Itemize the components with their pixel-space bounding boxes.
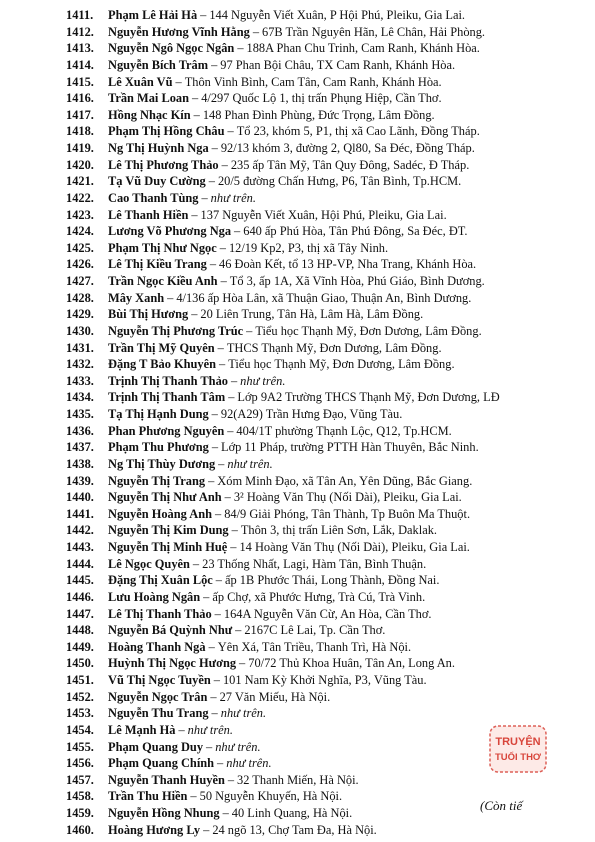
entry-address: Xóm Minh Đạo, xã Tân An, Yên Dũng, Bắc Giang. <box>217 473 473 488</box>
entry-address: ấp Chợ, xã Phước Hưng, Trà Cú, Trà Vinh. <box>212 589 426 604</box>
entry-address: 50 Nguyễn Khuyến, Hà Nội. <box>199 789 343 804</box>
entry-separator: – <box>201 190 208 205</box>
entry-number: 1450. <box>66 656 94 671</box>
entry-separator: – <box>231 523 238 538</box>
logo-text-line1: TRUYỆN <box>495 736 541 748</box>
list-item <box>66 622 566 639</box>
entry-address: 164A Nguyễn Văn Cừ, An Hòa, Cần Thơ. <box>223 606 432 621</box>
entry-separator: – <box>193 107 200 122</box>
entry-name: Lê Thị Thanh Thảo <box>108 606 212 621</box>
entry-address: 2167C Lê Lai, Tp. Cần Thơ. <box>244 623 386 638</box>
entry-name: Lê Thanh Hiền <box>108 207 189 222</box>
entry-name: Lê Mạnh Hà <box>108 722 176 737</box>
entry-separator: – <box>211 706 218 721</box>
list-item <box>66 90 566 107</box>
entry-number: 1446. <box>66 589 94 604</box>
entry-number: 1459. <box>66 806 94 820</box>
list-item <box>66 40 566 57</box>
entry-number: 1442. <box>66 523 94 538</box>
entry-address: 3² Hoàng Văn Thụ (Nối Dài), Pleiku, Gia Lai. <box>233 490 462 505</box>
entry-address: Tổ 23, khóm 5, P1, thị xã Cao Lãnh, Đồng Tháp. <box>236 124 480 139</box>
entry-address: như trên. <box>227 456 273 471</box>
entry-separator: – <box>206 739 213 754</box>
list-item <box>66 356 566 373</box>
entry-address: như trên. <box>240 373 286 388</box>
entry-name: Lê Ngọc Quyên <box>108 556 190 571</box>
entry-address: Thôn Vinh Bình, Cam Tân, Cam Ranh, Khánh Hòa. <box>184 74 442 89</box>
entry-separator: – <box>214 506 222 521</box>
entry-name: Đặng T Bảo Khuyên <box>108 357 217 372</box>
entry-number: 1421. <box>66 174 94 189</box>
entry-separator: – <box>227 772 235 787</box>
entry-name: Đặng Thị Xuân Lộc <box>108 573 213 588</box>
list-item <box>66 323 566 340</box>
list-item <box>66 57 566 74</box>
entry-separator: – <box>192 556 200 571</box>
entry-number: 1426. <box>66 257 94 272</box>
entry-number: 1434. <box>66 390 94 405</box>
entry-separator: – <box>213 673 220 687</box>
entry-number: 1419. <box>66 141 94 155</box>
entry-address: 404/1T phường Thạnh Lộc, Q12, Tp.HCM. <box>236 423 452 438</box>
entry-address: 137 Nguyễn Viết Xuân, Hội Phú, Pleiku, Gia Lai. <box>200 207 447 222</box>
entry-address: 27 Văn Miếu, Hà Nội. <box>219 689 331 704</box>
list-item <box>66 306 566 323</box>
list-item <box>66 7 566 24</box>
logo-text-line2: TUỔI THƠ <box>494 752 542 763</box>
list-item <box>66 439 566 456</box>
entry-separator: – <box>209 257 217 272</box>
list-item <box>66 456 566 473</box>
entry-name: Trịnh Thị Thanh Tâm <box>108 390 226 405</box>
entry-name: Nguyễn Hương Vĩnh Hằng <box>108 24 250 39</box>
entry-name: Trần Mai Loan <box>108 91 190 106</box>
list-item <box>66 473 566 490</box>
list-item <box>66 572 566 589</box>
entry-separator: – <box>214 606 221 621</box>
entry-number: 1429. <box>66 307 94 322</box>
entry-address: Thôn 3, thị trấn Liên Sơn, Lắk, Daklak. <box>240 523 437 538</box>
list-item <box>66 140 566 157</box>
entry-name: Nguyễn Bá Quỳnh Như <box>108 623 233 638</box>
entry-separator: – <box>200 8 207 22</box>
entry-name: Nguyễn Ngô Ngọc Ngân <box>108 41 235 56</box>
entry-separator: – <box>227 124 234 139</box>
entry-name: Phạm Thu Phương <box>108 440 209 455</box>
entry-number: 1447. <box>66 606 94 621</box>
list-item <box>66 373 566 390</box>
entry-address: 14 Hoàng Văn Thụ (Nối Dài), Pleiku, Gia Lai. <box>239 540 470 554</box>
entry-number: 1457. <box>66 772 94 787</box>
reader-address-list <box>66 7 566 838</box>
entry-name: Nguyễn Thị Trang <box>108 473 206 488</box>
list-item <box>66 522 566 539</box>
entry-address: 67B Trần Nguyên Hãn, Lê Chân, Hải Phòng. <box>262 24 486 39</box>
entry-name: Lương Võ Phương Nga <box>108 224 232 239</box>
entry-number: 1420. <box>66 157 94 172</box>
entry-separator: – <box>239 656 246 671</box>
list-item <box>66 107 566 124</box>
entry-name: Bùi Thị Hương <box>108 307 189 322</box>
entry-number: 1418. <box>66 124 94 139</box>
entry-name: Nguyễn Hồng Nhung <box>108 806 220 820</box>
entry-address: 148 Phan Đình Phùng, Đức Trọng, Lâm Đồng. <box>202 107 435 122</box>
entry-separator: – <box>217 756 224 771</box>
entry-number: 1411. <box>66 8 94 22</box>
entry-number: 1428. <box>66 290 94 305</box>
entry-name: Trần Thị Mỹ Quyên <box>108 340 215 355</box>
entry-separator: – <box>211 141 218 155</box>
entry-number: 1449. <box>66 639 94 654</box>
entry-address: như trên. <box>226 756 272 771</box>
entry-address: THCS Thạnh Mỹ, Đơn Dương, Lâm Đồng. <box>226 340 442 355</box>
entry-number: 1423. <box>66 207 94 222</box>
entry-name: Trần Thu Hiền <box>108 789 188 804</box>
entry-separator: – <box>221 157 228 172</box>
list-item <box>66 655 566 672</box>
entry-name: Nguyễn Thanh Huyền <box>108 772 225 787</box>
list-item <box>66 506 566 523</box>
entry-separator: – <box>211 407 218 421</box>
entry-address: 235 ấp Tân Mỹ, Tân Quy Đông, Sadéc, Đ Tháp. <box>230 157 470 172</box>
entry-address: 70/72 Thủ Khoa Huân, Tân An, Long An. <box>248 656 455 671</box>
entry-separator: – <box>192 91 199 106</box>
list-item <box>66 273 566 290</box>
entry-separator: – <box>208 473 215 488</box>
list-item <box>66 539 566 556</box>
entry-separator: – <box>211 57 218 72</box>
entry-number: 1453. <box>66 706 94 721</box>
entry-name: Tạ Thị Hạnh Dung <box>108 407 209 421</box>
list-item <box>66 207 566 224</box>
list-item <box>66 123 566 140</box>
entry-name: Lưu Hoàng Ngân <box>108 589 201 604</box>
entry-name: Phạm Lê Hải Hà <box>108 8 198 22</box>
entry-number: 1444. <box>66 556 94 571</box>
entry-number: 1424. <box>66 224 94 239</box>
entry-number: 1455. <box>66 739 94 754</box>
entry-separator: – <box>208 174 215 189</box>
entry-name: Phạm Thị Hồng Châu <box>108 124 225 139</box>
entry-number: 1414. <box>66 57 94 72</box>
list-item <box>66 389 566 406</box>
entry-address: ấp 1B Phước Thái, Long Thành, Đồng Nai. <box>225 573 440 588</box>
entry-name: Tạ Vũ Duy Cường <box>108 174 206 189</box>
list-item <box>66 589 566 606</box>
entry-name: Hoàng Thanh Ngà <box>108 639 206 654</box>
entry-address: 12/19 Kp2, P3, thị xã Tây Ninh. <box>228 240 389 255</box>
list-item <box>66 223 566 240</box>
entry-separator: – <box>219 240 226 255</box>
list-item <box>66 173 566 190</box>
entry-separator: – <box>203 822 210 837</box>
entry-name: Nguyễn Thị Minh Huệ <box>108 540 228 554</box>
entry-address: Tổ 3, ấp 1A, Xã Vĩnh Hòa, Phú Giáo, Bình Dương. <box>229 274 485 288</box>
entry-number: 1440. <box>66 490 94 505</box>
entry-separator: – <box>228 390 235 405</box>
entry-number: 1439. <box>66 473 94 488</box>
entry-separator: – <box>211 440 219 455</box>
entry-separator: – <box>235 623 242 638</box>
entry-separator: – <box>230 373 238 388</box>
entry-name: Ng Thị Huỳnh Nga <box>108 141 209 155</box>
entry-address: Tiểu học Thạnh Mỹ, Đơn Dương, Lâm Đồng. <box>228 357 455 372</box>
continued-note: (Còn tiế <box>480 798 523 813</box>
entry-number: 1412. <box>66 24 94 39</box>
list-item <box>66 24 566 41</box>
list-item <box>66 406 566 423</box>
entry-separator: – <box>246 323 253 338</box>
entry-separator: – <box>220 274 227 288</box>
entry-address: 4/136 ấp Hòa Lân, xã Thuận Giao, Thuận An, Bình Dương. <box>176 290 472 305</box>
entry-number: 1416. <box>66 91 94 106</box>
list-item <box>66 639 566 656</box>
entry-separator: – <box>237 41 244 56</box>
list-item <box>66 489 566 506</box>
entry-number: 1443. <box>66 540 94 554</box>
entry-separator: – <box>234 224 241 239</box>
entry-address: 640 ấp Phú Hòa, Tân Phú Đông, Sa Đéc, ĐT. <box>243 224 468 239</box>
list-item <box>66 256 566 273</box>
entry-name: Nguyễn Hoàng Anh <box>108 506 212 521</box>
entry-separator: – <box>210 689 217 704</box>
entry-number: 1460. <box>66 822 94 837</box>
entry-separator: – <box>191 307 198 322</box>
entry-number: 1427. <box>66 274 94 288</box>
entry-address: như trên. <box>220 706 267 721</box>
entry-number: 1413. <box>66 41 94 56</box>
entry-address: Tiểu học Thạnh Mỹ, Đơn Dương, Lâm Đồng. <box>255 323 482 338</box>
entry-separator: – <box>230 540 237 554</box>
entry-separator: – <box>167 290 174 305</box>
list-item <box>66 822 566 839</box>
entry-name: Nguyễn Thị Kim Dung <box>108 523 229 538</box>
entry-number: 1432. <box>66 357 94 372</box>
entry-number: 1422. <box>66 190 94 205</box>
entry-address: Yên Xá, Tân Triều, Thanh Trì, Hà Nội. <box>217 639 412 654</box>
entry-address: như trên. <box>210 190 256 205</box>
entry-separator: – <box>219 357 226 372</box>
entry-name: Hoàng Hương Ly <box>108 822 201 837</box>
list-item <box>66 672 566 689</box>
truyen-tuoi-tho-logo <box>488 722 548 776</box>
entry-name: Phạm Quang Chính <box>108 756 215 771</box>
list-item <box>66 340 566 357</box>
entry-name: Vũ Thị Ngọc Tuyền <box>108 673 211 687</box>
entry-separator: – <box>224 490 231 505</box>
list-item <box>66 74 566 91</box>
entry-number: 1451. <box>66 673 94 687</box>
entry-name: Nguyễn Ngọc Trân <box>108 689 208 704</box>
entry-address: 32 Thanh Miến, Hà Nội. <box>237 772 359 787</box>
entry-address: 24 ngõ 13, Chợ Tam Đa, Hà Nội. <box>212 822 377 837</box>
entry-number: 1436. <box>66 423 94 438</box>
entry-separator: – <box>222 806 229 820</box>
entry-address: 20/5 đường Chấn Hưng, P6, Tân Bình, Tp.HCM. <box>217 174 462 189</box>
entry-number: 1445. <box>66 573 94 588</box>
entry-address: như trên. <box>215 739 261 754</box>
entry-name: Mây Xanh <box>108 290 165 305</box>
entry-separator: – <box>178 722 185 737</box>
entry-name: Nguyễn Thu Trang <box>108 706 209 721</box>
entry-name: Trần Ngọc Kiều Anh <box>108 274 218 288</box>
entry-name: Cao Thanh Tùng <box>108 190 199 205</box>
entry-address: 4/297 Quốc Lộ 1, thị trấn Phụng Hiệp, Cần Thơ. <box>201 91 442 106</box>
entry-name: Nguyễn Bích Trâm <box>108 57 209 72</box>
entry-number: 1435. <box>66 407 94 421</box>
entry-name: Trịnh Thị Thanh Thảo <box>108 373 228 388</box>
entry-address: 188A Phan Chu Trinh, Cam Ranh, Khánh Hòa. <box>246 41 480 56</box>
entry-separator: – <box>208 639 215 654</box>
entry-name: Lê Thị Phương Thảo <box>108 157 219 172</box>
entry-address: 97 Phan Bội Châu, TX Cam Ranh, Khánh Hòa. <box>220 57 456 72</box>
entry-separator: – <box>227 423 234 438</box>
entry-number: 1456. <box>66 756 94 771</box>
list-item <box>66 290 566 307</box>
list-item <box>66 556 566 573</box>
entry-name: Phạm Thị Như Ngọc <box>108 240 217 255</box>
entry-name: Lê Thị Kiều Trang <box>108 257 207 272</box>
entry-name: Lê Xuân Vũ <box>108 74 173 89</box>
list-item <box>66 423 566 440</box>
entry-address: 92(A29) Trần Hưng Đạo, Vũng Tàu. <box>220 407 403 421</box>
entry-separator: – <box>190 789 197 804</box>
entry-number: 1458. <box>66 789 94 804</box>
entry-number: 1433. <box>66 373 94 388</box>
entry-number: 1425. <box>66 240 94 255</box>
list-item <box>66 705 566 722</box>
entry-number: 1452. <box>66 689 94 704</box>
entry-number: 1431. <box>66 340 94 355</box>
entry-number: 1415. <box>66 74 94 89</box>
entry-name: Huỳnh Thị Ngọc Hương <box>108 656 237 671</box>
entry-separator: – <box>217 340 224 355</box>
entry-separator: – <box>175 74 182 89</box>
entry-name: Nguyễn Thị Phương Trúc <box>108 323 244 338</box>
entry-number: 1441. <box>66 506 94 521</box>
entry-address: 46 Đoàn Kết, tổ 13 HP-VP, Nha Trang, Khánh Hòa. <box>219 257 477 272</box>
entry-number: 1448. <box>66 623 94 638</box>
entry-address: Lớp 11 Pháp, trường PTTH Hàn Thuyên, Bắc Ninh. <box>221 440 479 455</box>
entry-separator: – <box>252 24 260 39</box>
entry-address: Lớp 9A2 Trường THCS Thạnh Mỹ, Đơn Dương, LĐ <box>237 390 500 405</box>
entry-number: 1430. <box>66 323 94 338</box>
list-item <box>66 606 566 623</box>
list-item <box>66 157 566 174</box>
entry-address: 20 Liên Trung, Tân Hà, Lâm Hà, Lâm Đồng. <box>200 307 424 322</box>
entry-address: 23 Thống Nhất, Lagi, Hàm Tân, Bình Thuận. <box>202 556 427 571</box>
list-item <box>66 240 566 257</box>
entry-number: 1417. <box>66 107 94 122</box>
entry-name: Phạm Quang Duy <box>108 739 204 754</box>
entry-address: như trên. <box>187 722 233 737</box>
entry-address: 101 Nam Kỳ Khởi Nghĩa, P3, Vũng Tàu. <box>222 673 427 687</box>
entry-separator: – <box>203 589 210 604</box>
list-item <box>66 689 566 706</box>
entry-name: Hồng Nhạc Kín <box>108 107 191 122</box>
list-item <box>66 190 566 207</box>
entry-separator: – <box>218 456 225 471</box>
entry-number: 1454. <box>66 722 94 737</box>
entry-name: Phan Phương Nguyên <box>108 423 225 438</box>
entry-address: 40 Linh Quang, Hà Nội. <box>231 806 353 820</box>
entry-address: 84/9 Giải Phóng, Tân Thành, Tp Buôn Ma Thuột. <box>224 506 471 521</box>
entry-number: 1437. <box>66 440 94 455</box>
entry-separator: – <box>191 207 198 222</box>
entry-name: Nguyễn Thị Như Anh <box>108 490 222 505</box>
entry-separator: – <box>215 573 222 588</box>
entry-address: 144 Nguyễn Viết Xuân, P Hội Phú, Pleiku, Gia Lai. <box>209 8 466 22</box>
entry-name: Ng Thị Thùy Dương <box>108 456 216 471</box>
entry-address: 92/13 khóm 3, đường 2, Ql80, Sa Đéc, Đồng Tháp. <box>220 141 475 155</box>
entry-number: 1438. <box>66 456 94 471</box>
